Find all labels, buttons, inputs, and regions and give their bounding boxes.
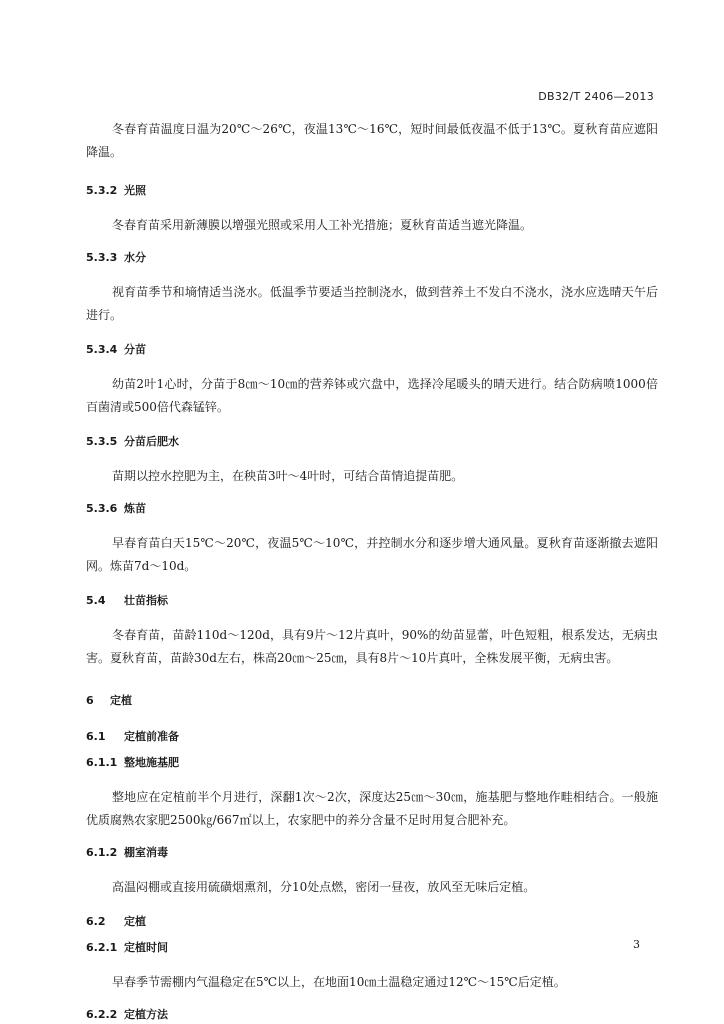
section-title: 分苗 [124,343,146,356]
section-heading [86,251,658,265]
section-heading [86,594,658,608]
section-number: 6.1.1 [86,756,118,769]
section-title: 水分 [124,251,146,264]
section-number: 6.1.2 [86,846,118,859]
section-number: 6.2.2 [86,1008,118,1021]
section-number: 6.2 [86,915,106,928]
section-number: 5.3.3 [86,251,118,264]
section-title: 分苗后肥水 [124,435,179,448]
section-title: 整地施基肥 [124,756,179,769]
section-number: 5.3.6 [86,502,118,515]
paragraph: 早春季节需棚内气温稳定在5℃以上，在地面10㎝土温稳定通过12℃～15℃后定植。 [112,975,566,989]
section-number: 5.3.4 [86,343,118,356]
paragraph: 幼苗2叶1心时，分苗于8㎝～10㎝的营养钵或穴盘中，选择冷尾暖头的晴天进行。结合防病喷1000倍百菌清或500倍代森锰锌。 [86,377,658,414]
document-body [86,118,658,1022]
paragraph: 高温闷棚或直接用硫磺烟熏剂，分10处点燃，密闭一昼夜，放风至无味后定植。 [112,880,536,894]
section-title: 定植时间 [124,941,168,954]
section-heading [86,1008,658,1022]
section-number: 5.4 [86,594,106,607]
section-title: 棚室消毒 [124,846,168,859]
section-number: 6.1 [86,730,106,743]
section-heading [86,915,658,929]
section-number: 6 [86,694,94,707]
section-heading [86,502,658,516]
section-heading [86,756,658,770]
section-number: 5.3.5 [86,435,118,448]
section-heading [86,435,658,449]
section-heading [86,184,658,198]
section-heading [86,730,658,744]
section-title: 炼苗 [124,502,146,515]
paragraph: 视育苗季节和墒情适当浇水。低温季节要适当控制浇水，做到营养土不发白不浇水，浇水应选晴天午后进行。 [86,285,658,322]
section-heading [86,941,658,955]
section-number: 5.3.2 [86,184,118,197]
section-number: 6.2.1 [86,941,118,954]
document-code: DB32/T 2406—2013 [538,90,654,103]
paragraph: 冬春育苗，苗龄110d～120d，具有9片～12片真叶，90%的幼苗显蕾，叶色短粗，根系发达，无病虫害。夏秋育苗，苗龄30d左右，株高20㎝～25㎝，具有8片～10片真叶，全株发展平衡，无病虫害。 [86,628,658,665]
section-title: 定植 [110,694,132,707]
section-title: 光照 [124,184,146,197]
paragraph: 冬春育苗温度日温为20℃～26℃，夜温13℃～16℃，短时间最低夜温不低于13℃。夏秋育苗应遮阳降温。 [86,122,658,159]
section-title: 定植 [124,915,146,928]
paragraph: 整地应在定植前半个月进行，深翻1次～2次，深度达25㎝～30㎝，施基肥与整地作畦相结合。一般施优质腐熟农家肥2500㎏/667㎡以上，农家肥中的养分含量不足时用复合肥补充。 [86,790,658,827]
section-title: 定植前准备 [124,730,179,743]
paragraph: 苗期以控水控肥为主，在秧苗3叶～4叶时，可结合苗情追提苗肥。 [112,469,464,483]
chapter-heading [86,694,658,708]
page-number: 3 [633,938,640,951]
section-title: 定植方法 [124,1008,168,1021]
paragraph: 早春育苗白天15℃～20℃，夜温5℃～10℃，并控制水分和逐步增大通风量。夏秋育苗逐渐撤去遮阳网。炼苗7d～10d。 [86,536,658,573]
section-title: 壮苗指标 [124,594,168,607]
paragraph: 冬春育苗采用新薄膜以增强光照或采用人工补光措施；夏秋育苗适当遮光降温。 [112,218,533,232]
section-heading [86,343,658,357]
section-heading [86,846,658,860]
